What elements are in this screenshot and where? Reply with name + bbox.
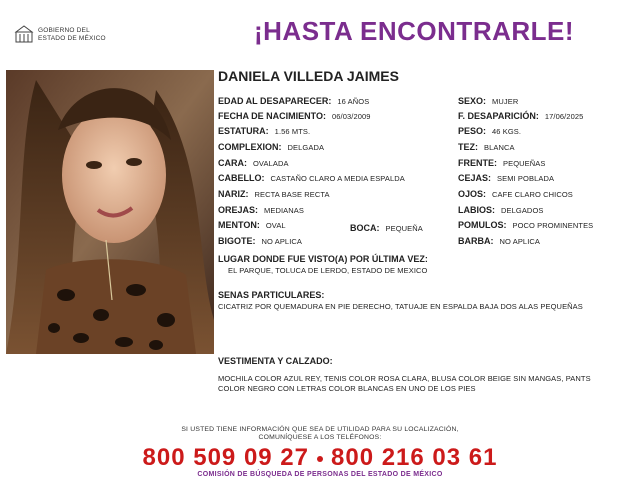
phone-number-1[interactable]: 800 509 09 27: [142, 444, 309, 471]
field-value: CAFE CLARO CHICOS: [492, 190, 573, 199]
field-label: OJOS:: [458, 189, 487, 199]
field-frente: [458, 158, 545, 168]
field-value: 16 AÑOS: [337, 97, 370, 106]
commission-name: COMISIÓN DE BÚSQUEDA DE PERSONAS DEL ESTADO DE MÉXICO: [197, 471, 443, 478]
field-nacimiento: [218, 111, 371, 121]
field-label: ESTATURA:: [218, 126, 269, 136]
field-desaparicion: [458, 111, 583, 121]
field-complexion: [218, 142, 324, 152]
clothing-label: VESTIMENTA Y CALZADO:: [218, 356, 333, 366]
state-seal-icon: [14, 24, 34, 44]
field-label: LABIOS:: [458, 205, 495, 215]
gov-line-1: GOBIERNO DEL: [38, 27, 90, 34]
field-value: 1.56 MTS.: [274, 127, 311, 136]
field-value: RECTA BASE RECTA: [254, 190, 330, 199]
field-cejas: [458, 173, 554, 183]
field-value: POCO PROMINENTES: [512, 221, 594, 230]
field-label: OREJAS:: [218, 205, 259, 215]
contact-note: [0, 426, 640, 442]
field-value: SEMI POBLADA: [497, 174, 555, 183]
field-value: MEDIANAS: [264, 206, 304, 215]
field-value: DELGADOS: [501, 206, 544, 215]
missing-person-photo: [6, 70, 214, 354]
field-value: OVALADA: [253, 159, 289, 168]
field-label: CABELLO:: [218, 173, 265, 183]
field-ojos: [458, 189, 573, 199]
field-value: BLANCA: [484, 143, 515, 152]
contact-note-line-1: SI USTED TIENE INFORMACIÓN QUE SEA DE UTILIDAD PARA SU LOCALIZACIÓN,: [181, 426, 459, 433]
last-seen-value: EL PARQUE, TOLUCA DE LERDO, ESTADO DE MEXICO: [228, 266, 428, 275]
field-edad: [218, 96, 369, 106]
field-value: PEQUEÑA: [385, 224, 423, 233]
portrait-illustration: [6, 70, 214, 354]
headline: ¡HASTA ENCONTRARLE!: [254, 16, 575, 46]
field-label: CEJAS:: [458, 173, 492, 183]
field-estatura: [218, 126, 310, 136]
field-orejas: [218, 205, 304, 215]
field-pomulos: [458, 220, 593, 230]
field-cabello: [218, 173, 405, 183]
field-sexo: [458, 96, 518, 106]
field-boca: [350, 223, 423, 233]
field-label: F. DESAPARICIÓN:: [458, 111, 539, 121]
field-label: BIGOTE:: [218, 236, 256, 246]
field-label: BARBA:: [458, 236, 494, 246]
field-value: 17/06/2025: [544, 112, 584, 121]
field-value: 46 KGS.: [492, 127, 522, 136]
particular-marks-value: CICATRIZ POR QUEMADURA EN PIE DERECHO, TATUAJE EN ESPALDA BAJA DOS ALAS PEQUEÑAS: [218, 302, 583, 311]
field-label: FRENTE:: [458, 158, 497, 168]
particular-marks-label: SENAS PARTICULARES:: [218, 290, 325, 300]
bullet-separator-icon: [317, 456, 323, 462]
field-tez: [458, 142, 515, 152]
field-label: NARIZ:: [218, 189, 249, 199]
field-value: CASTAÑO CLARO A MEDIA ESPALDA: [270, 174, 405, 183]
field-barba: [458, 236, 540, 246]
field-label: TEZ:: [458, 142, 478, 152]
government-text: [38, 27, 106, 43]
field-label: POMULOS:: [458, 220, 507, 230]
field-value: NO APLICA: [499, 237, 540, 246]
field-labios: [458, 205, 543, 215]
field-label: EDAD AL DESAPARECER:: [218, 96, 332, 106]
field-value: MUJER: [492, 97, 519, 106]
phone-numbers: [0, 444, 640, 472]
government-logo: [14, 24, 144, 46]
field-label: SEXO:: [458, 96, 487, 106]
last-seen-label: LUGAR DONDE FUE VISTO(A) POR ÚLTIMA VEZ:: [218, 254, 428, 264]
field-value: 06/03/2009: [332, 112, 371, 121]
contact-note-line-2: COMUNÍQUESE A LOS TELÉFONOS:: [258, 434, 382, 441]
field-label: BOCA:: [350, 223, 380, 233]
field-value: OVAL: [265, 221, 286, 230]
field-menton: [218, 220, 286, 230]
field-label: CARA:: [218, 158, 247, 168]
field-label: FECHA DE NACIMIENTO:: [218, 111, 326, 121]
field-value: PEQUEÑAS: [503, 159, 546, 168]
field-value: DELGADA: [287, 143, 325, 152]
field-nariz: [218, 189, 330, 199]
field-cara: [218, 158, 289, 168]
field-label: MENTON:: [218, 220, 260, 230]
gov-line-2: ESTADO DE MÉXICO: [38, 35, 106, 42]
phone-number-2[interactable]: 800 216 03 61: [331, 444, 498, 471]
person-name: DANIELA VILLEDA JAIMES: [218, 68, 399, 84]
field-label: COMPLEXION:: [218, 142, 282, 152]
field-value: NO APLICA: [261, 237, 302, 246]
field-label: PESO:: [458, 126, 487, 136]
clothing-value: MOCHILA COLOR AZUL REY, TENIS COLOR ROSA CLARA, BLUSA COLOR BEIGE SIN MANGAS, PANTS COLOR NEGRO CON LETRAS COLOR BLANCAS EN UNO DE LOS PIES: [218, 374, 591, 393]
field-peso: [458, 126, 521, 136]
field-bigote: [218, 236, 302, 246]
